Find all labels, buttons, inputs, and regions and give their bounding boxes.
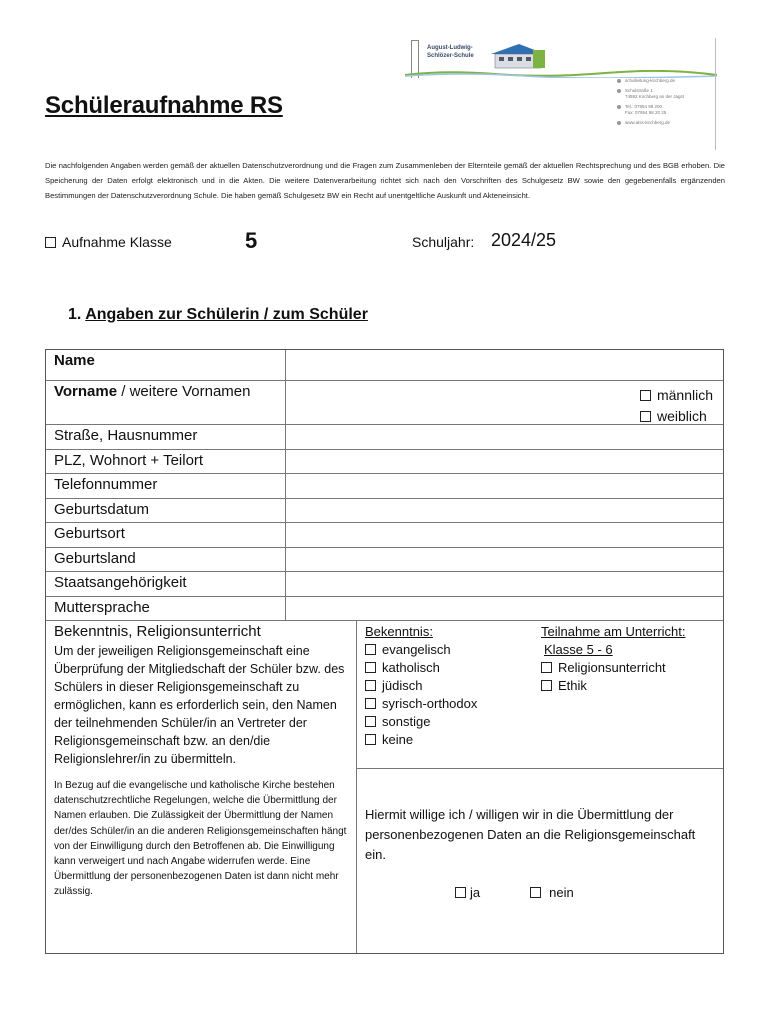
bekenntnis-checkbox[interactable] bbox=[365, 734, 376, 745]
consent-yes-label: ja bbox=[470, 885, 481, 900]
section-heading: Angaben zur Schülerin / zum Schüler bbox=[85, 306, 368, 323]
class-label: Aufnahme Klasse bbox=[62, 234, 172, 250]
contact-fax: Fax: 07954 98 20 25 bbox=[625, 110, 667, 115]
section-number: 1. bbox=[68, 306, 82, 323]
form-row-field[interactable] bbox=[286, 499, 723, 523]
bekenntnis-option bbox=[365, 677, 541, 695]
form-row-label: Geburtsort bbox=[46, 523, 286, 547]
contact-tel: Tel.: 07954 98 200 bbox=[625, 104, 663, 109]
teilnahme-option bbox=[541, 677, 723, 695]
aufnahme-checkbox[interactable] bbox=[45, 237, 56, 248]
contact-email: schulleitung-kirchberg.de bbox=[625, 78, 676, 83]
bekenntnis-option bbox=[365, 659, 541, 677]
consent-block bbox=[357, 769, 723, 953]
bekenntnis-checkbox[interactable] bbox=[365, 644, 376, 655]
teilnahme-options bbox=[541, 623, 723, 768]
school-name: August-Ludwig- Schlözer-Schule bbox=[427, 45, 474, 59]
form-row-field[interactable] bbox=[286, 597, 723, 621]
bekenntnis-checkbox[interactable] bbox=[365, 716, 376, 727]
name-field[interactable] bbox=[286, 350, 723, 380]
school-year-label: Schuljahr: bbox=[412, 234, 475, 250]
teilnahme-option bbox=[541, 659, 723, 677]
bekenntnis-option-label: keine bbox=[382, 732, 414, 747]
teilnahme-checkbox[interactable] bbox=[541, 662, 552, 673]
bekenntnis-checkbox[interactable] bbox=[365, 662, 376, 673]
form-row bbox=[46, 474, 723, 499]
logo-wave-decoration bbox=[405, 70, 717, 78]
bekenntnis-checkbox[interactable] bbox=[365, 680, 376, 691]
student-form bbox=[45, 349, 724, 954]
form-row-label: Geburtsdatum bbox=[46, 499, 286, 523]
form-row-label: Staatsangehörigkeit bbox=[46, 572, 286, 596]
weitere-vornamen-label: / weitere Vornamen bbox=[117, 383, 251, 400]
name-label: Name bbox=[46, 350, 286, 380]
consent-yes-checkbox[interactable] bbox=[455, 887, 466, 898]
bekenntnis-option-label: syrisch-orthodox bbox=[382, 696, 478, 711]
consent-no-label: nein bbox=[549, 885, 574, 900]
contact-city: 74592 Kirchberg an der Jagst bbox=[625, 94, 685, 99]
bekenntnis-option-label: katholisch bbox=[382, 660, 440, 675]
vorname-field[interactable] bbox=[286, 381, 723, 424]
bekenntnis-label: Bekenntnis: bbox=[365, 624, 433, 639]
teilnahme-checkbox[interactable] bbox=[541, 680, 552, 691]
form-row bbox=[46, 548, 723, 573]
teilnahme-option-label: Ethik bbox=[558, 678, 587, 693]
class-row bbox=[45, 228, 645, 258]
web-icon bbox=[617, 121, 621, 125]
privacy-notice: Die nachfolgenden Angaben werden gemäß der aktuellen Datenschutzverordnung und die Fragen zum Zusammenleben der Elternteile gemäß der aktuellen Rechtsprechung und des BGB erhoben. Die Speicherung der Daten erfolgt elektronisch und in die Akten. Die weitere Datenverarbeitung richtet sich nach den Vorschriften des Schulgesetz BW sowie den gegebenenfalls ergänzenden Bestimmungen der Datenschutzverordnung Schule. Die haben gemäß Schulgesetz BW ein Recht auf unentgeltliche Auskunft und Akteneinsicht. bbox=[45, 161, 725, 200]
religion-section bbox=[46, 621, 723, 953]
religion-title: Bekenntnis, Religionsunterricht bbox=[54, 623, 261, 640]
form-row-label: Geburtsland bbox=[46, 548, 286, 572]
school-building-icon bbox=[489, 40, 547, 70]
form-row-label: Muttersprache bbox=[46, 597, 286, 621]
bekenntnis-checkbox[interactable] bbox=[365, 698, 376, 709]
form-row bbox=[46, 597, 723, 622]
class-number: 5 bbox=[245, 228, 258, 253]
email-icon bbox=[617, 79, 621, 83]
consent-no-checkbox[interactable] bbox=[530, 887, 541, 898]
vorname-label: Vorname bbox=[54, 383, 118, 400]
form-row-field[interactable] bbox=[286, 425, 723, 449]
female-checkbox[interactable] bbox=[640, 411, 651, 422]
religion-legal-text: In Bezug auf die evangelische und katholische Kirche bestehen datenschutzrechtliche Regelungen, welche die Übermittlung der Namen erlauben. Die Zulässigkeit der Übermittlung der Namen der/des Schüler/in an die anderen Religionsgemeinschaften hängt von der Einwilligung durch den Betroffenen ab. Die Einwilligung kann verweigert und nach Angabe widerrufen werde. Eine Übermittlung der personenbezogenen Daten ist dann nicht mehr zulässig. bbox=[54, 780, 347, 898]
form-row bbox=[46, 499, 723, 524]
teilnahme-label: Teilnahme am Unterricht: bbox=[541, 624, 686, 639]
male-label: männlich bbox=[656, 387, 713, 403]
form-row bbox=[46, 425, 723, 450]
form-row bbox=[46, 450, 723, 475]
bekenntnis-option bbox=[365, 731, 541, 749]
form-row-field[interactable] bbox=[286, 523, 723, 547]
form-row-label: Straße, Hausnummer bbox=[46, 425, 286, 449]
bekenntnis-option-label: jüdisch bbox=[382, 678, 423, 693]
form-row-field[interactable] bbox=[286, 572, 723, 596]
bekenntnis-option bbox=[365, 641, 541, 659]
bekenntnis-option-label: sonstige bbox=[382, 714, 431, 729]
female-label: weiblich bbox=[656, 408, 707, 424]
gender-options bbox=[640, 385, 713, 427]
form-row bbox=[46, 572, 723, 597]
page-title: Schüleraufnahme RS bbox=[45, 92, 283, 119]
consent-text: Hiermit willige ich / willigen wir in die Übermittlung der personenbezogenen Daten an die Religionsgemeinschaft ein. bbox=[365, 807, 696, 862]
school-logo bbox=[405, 38, 717, 150]
section-title bbox=[68, 306, 368, 324]
religion-info-text: Um der jeweiligen Religionsgemeinschaft eine Überprüfung der Mitgliedschaft der Schüler bzw. des Schülers in dieser Religionsgemeinschaft zu ermöglichen, kann es erforderlich sein, den Namen der teilnehmenden Schüler/in an Vertreter der Religionsgemeinschaft bzw. an den/die Religionslehrer/in zu übermitteln. bbox=[54, 644, 345, 766]
contact-list bbox=[617, 78, 717, 130]
klasse-label: Klasse 5 - 6 bbox=[544, 642, 613, 657]
form-row-label: Telefonnummer bbox=[46, 474, 286, 498]
contact-web: www.alss-kirchberg.de bbox=[625, 120, 671, 125]
phone-icon bbox=[617, 105, 621, 109]
bekenntnis-option-label: evangelisch bbox=[382, 642, 451, 657]
form-row-field[interactable] bbox=[286, 474, 723, 498]
location-icon bbox=[617, 89, 621, 93]
form-row-label: PLZ, Wohnort + Teilort bbox=[46, 450, 286, 474]
form-row-name bbox=[46, 350, 723, 381]
bekenntnis-options bbox=[365, 623, 541, 768]
school-year-value: 2024/25 bbox=[491, 230, 557, 250]
contact-street: Schulstraße 1 bbox=[625, 88, 653, 93]
form-row bbox=[46, 523, 723, 548]
bekenntnis-option bbox=[365, 713, 541, 731]
bekenntnis-option bbox=[365, 695, 541, 713]
form-row-field[interactable] bbox=[286, 450, 723, 474]
teilnahme-option-label: Religionsunterricht bbox=[558, 660, 666, 675]
form-row-vorname bbox=[46, 381, 723, 425]
form-row-field[interactable] bbox=[286, 548, 723, 572]
male-checkbox[interactable] bbox=[640, 390, 651, 401]
header-divider bbox=[715, 38, 716, 150]
